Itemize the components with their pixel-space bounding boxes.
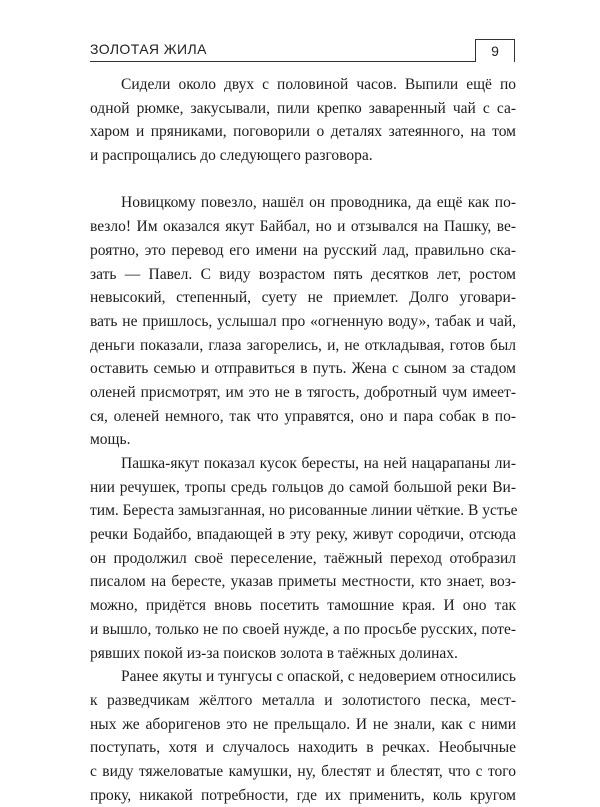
text-line: Пашка-якут показал кусок бересты, на ней нацарапаны ли-	[121, 455, 516, 472]
paragraph	[90, 73, 516, 168]
text-line: нии речушек, тропы средь гольцов до самой большой реки Ви-	[90, 478, 516, 496]
text-line: харом и пряниками, поговорили о деталях затеянного, на том	[90, 123, 516, 141]
text-line: речки Бодайбо, впадающей в эту реку, живут сородичи, отсюда	[90, 526, 516, 544]
text-line: Ранее якуты и тунгусы с опаской, с недоверием относились	[121, 668, 516, 686]
chapter-title: ЗОЛОТАЯ ЖИЛА	[90, 41, 207, 57]
paragraph	[90, 665, 516, 807]
page-number: 9	[475, 39, 515, 62]
text-line: и вышло, только не по своей нужде, а по просьбе русских, поте-	[90, 620, 516, 638]
text-line: оленей присмотрят, им это не в тягость, добротный чум имеет-	[90, 383, 516, 401]
text-line: тим. Береста замызганная, но рисованные линии чёткие. В устье	[90, 502, 518, 520]
body-text	[90, 73, 516, 807]
paragraph	[90, 191, 516, 452]
text-line: мощь.	[90, 431, 131, 449]
text-line: и распрощались до следующего разговора.	[90, 147, 373, 165]
text-line: зать — Павел. С виду возрастом пять десятков лет, ростом	[90, 265, 516, 283]
text-line: везло! Им оказался якут Байбал, но и отзывался на Пашку, ве-	[90, 218, 516, 236]
text-line: ных же аборигенов это не прельщало. И не знали, как с ними	[90, 715, 516, 733]
text-line: Сидели около двух с половиной часов. Выпили ещё по	[121, 76, 516, 93]
text-line: роятно, это перевод его имени на русский лад, правильно ска-	[90, 241, 516, 259]
text-line: к разведчикам жёлтого металла и золотистого песка, мест-	[90, 691, 516, 709]
text-line: вать не пришлось, услышал про «огненную воду», табак и чай,	[90, 312, 516, 330]
text-line: одной рюмке, закусывали, пили крепко заваренный чай с са-	[90, 99, 516, 117]
text-line: поступать, хотя и случалось находить в речках. Необычные	[90, 739, 516, 757]
text-line: писалом на бересте, указав приметы местности, кто знает, воз-	[90, 573, 516, 591]
paragraph-gap	[90, 168, 516, 192]
text-line: ся, оленей немного, так что управятся, оно и пара собак в по-	[90, 407, 516, 425]
text-line: рявших покой из-за поисков золота в таёжных долинах.	[90, 644, 458, 662]
text-line: деньги показали, глаза загорелись, и, не откладывая, готов был	[90, 336, 516, 354]
text-line: с виду тяжеловатые камушки, ну, блестят и блестят, что с того	[90, 762, 516, 780]
text-line: проку, никакой потребности, где их применить, коль кругом	[90, 786, 516, 804]
text-line: можно, придётся вновь посетить тамошние края. И оно так	[90, 597, 516, 615]
header-rule	[90, 61, 515, 62]
running-head	[90, 39, 515, 65]
text-line: оставить семью и отправиться в путь. Жена с сыном за стадом	[90, 360, 516, 378]
text-line: он продолжил своё переселение, таёжный переход отобразил	[90, 549, 516, 567]
paragraph	[90, 452, 516, 665]
text-line: невысокий, степенный, суету не приемлет. Долго уговари-	[90, 289, 516, 307]
text-line: Новицкому повезло, нашёл он проводника, да ещё как по-	[121, 194, 516, 212]
